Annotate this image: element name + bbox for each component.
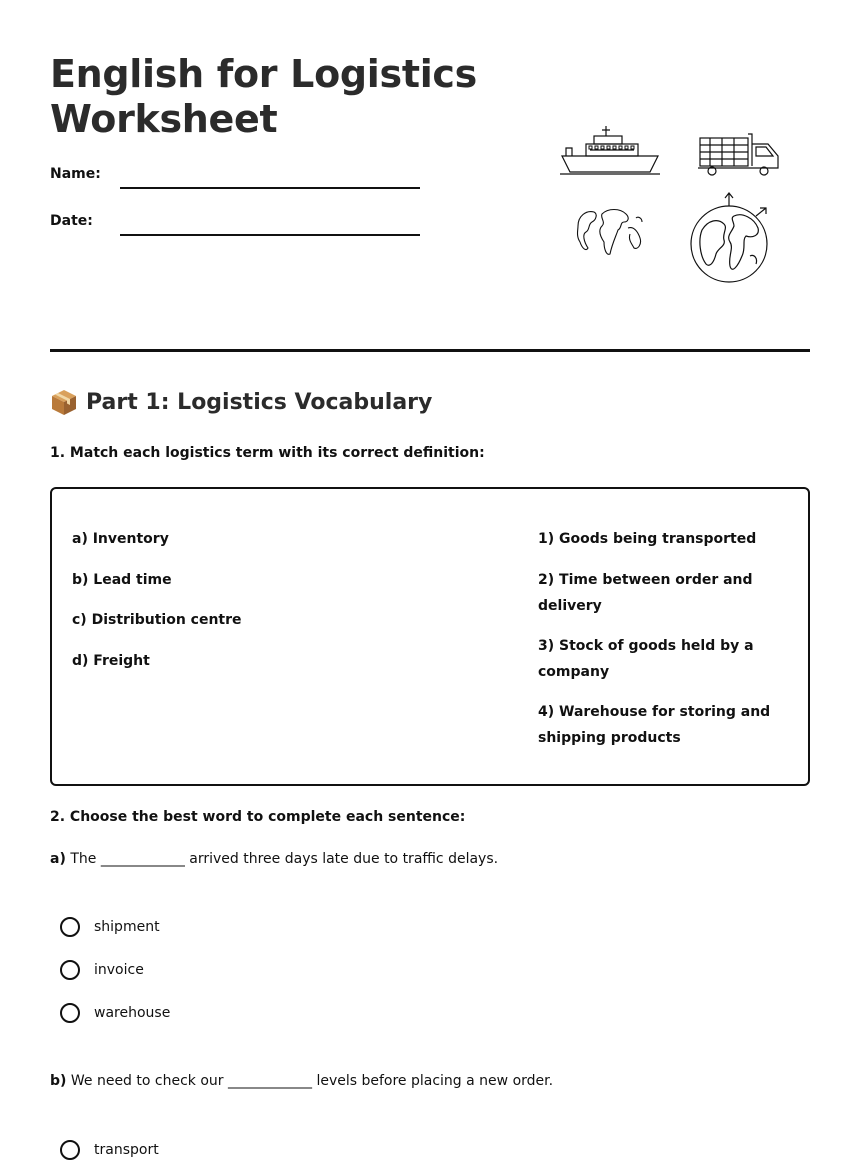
sentence-a-after: arrived three days late due to traffic delays. [189,851,499,867]
term-distribution-centre: c) Distribution centre [72,612,242,628]
title-line-1: English for Logistics [50,52,477,96]
question-1-prompt: 1. Match each logistics term with its correct definition: [50,445,485,461]
term-freight: d) Freight [72,653,150,669]
sentence-b-letter: b) [50,1073,67,1089]
delivery-truck-icon [696,130,782,178]
matching-box [50,487,810,786]
radio-button[interactable] [60,960,80,980]
worksheet-title [50,52,477,142]
sentence-a-letter: a) [50,851,66,867]
name-label: Name: [50,166,101,182]
sentence-b-before: We need to check our [70,1073,224,1089]
question-2-prompt: 2. Choose the best word to complete each sentence: [50,809,466,825]
package-icon [50,388,78,416]
definition-2: 2) Time between order and delivery [538,572,753,614]
radio-button[interactable] [60,1003,80,1023]
header-divider [50,349,810,352]
option-warehouse[interactable] [60,1003,170,1023]
part-1-title: Part 1: Logistics Vocabulary [86,389,433,415]
option-transport[interactable] [60,1140,159,1160]
cargo-ship-icon [558,122,662,178]
definition-1: 1) Goods being transported [538,531,757,547]
globe-icon [572,204,648,262]
sentence-a-blank: ____________ [100,851,185,867]
sentence-a [50,851,498,867]
definition-4: 4) Warehouse for storing and shipping products [538,704,771,746]
title-line-2: Worksheet [50,97,278,141]
term-lead-time: b) Lead time [72,572,172,588]
option-label: transport [94,1142,159,1158]
option-label: invoice [94,962,144,978]
option-label: shipment [94,919,160,935]
sentence-b-after: levels before placing a new order. [316,1073,554,1089]
part-1-heading [50,388,432,416]
sentence-a-before: The [70,851,97,867]
option-label: warehouse [94,1005,171,1021]
term-inventory: a) Inventory [72,531,169,547]
sentence-b [50,1073,553,1089]
radio-button[interactable] [60,917,80,937]
globe-arrows-icon [688,190,772,284]
option-invoice[interactable] [60,960,144,980]
sentence-b-blank: ____________ [228,1073,312,1089]
option-shipment[interactable] [60,917,160,937]
date-field[interactable] [120,234,420,236]
radio-button[interactable] [60,1140,80,1160]
date-label: Date: [50,213,93,229]
definition-3: 3) Stock of goods held by a company [538,638,754,680]
name-field[interactable] [120,187,420,189]
